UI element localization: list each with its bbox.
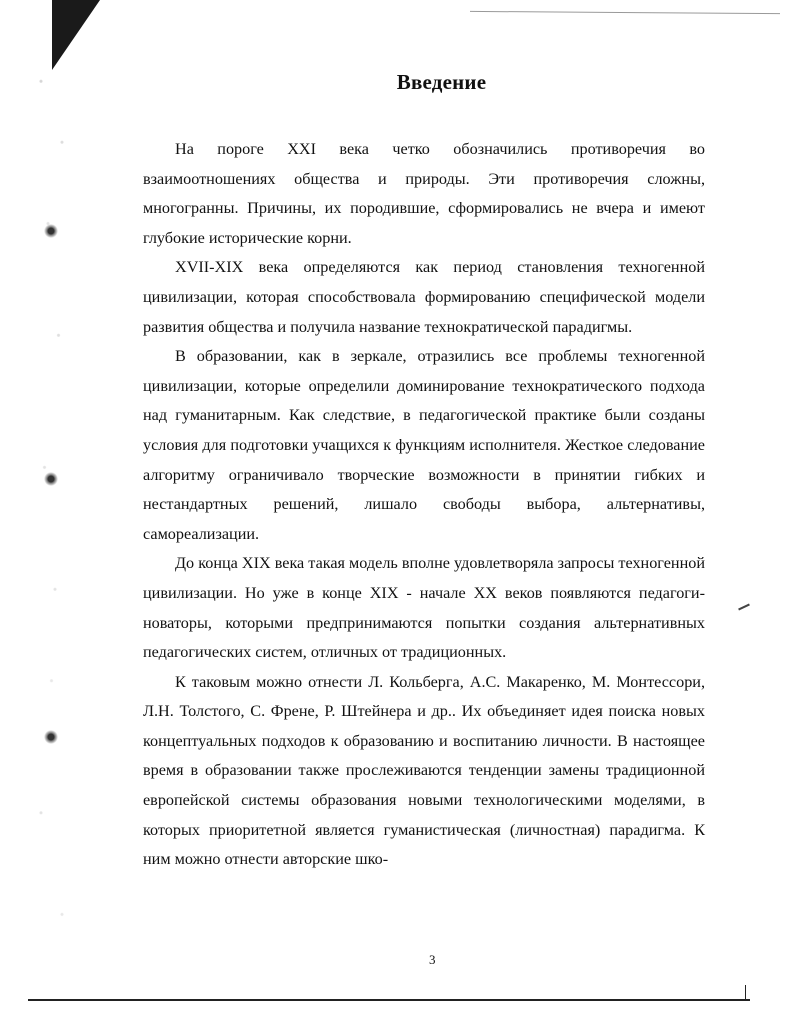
body-text — [143, 135, 705, 875]
page-title: Введение — [396, 70, 487, 94]
paragraph: К таковым можно отнести Л. Кольберга, А.С. Макаренко, М. Монтессори, Л.Н. Толстого, С. Френе, Р. Штейнера и др.. Их объединяет идея поиска новых концептуальных подходов к образованию и воспитанию личности. В настоящее время в образовании также прослеживаются тенденции замены традиционной европейской системы образования новыми технологическими моделями, в которых приоритетной является гуманистическая (личностная) парадигма. К ним можно отнести авторские шко- — [143, 672, 705, 869]
scan-edge-noise — [20, 0, 90, 1016]
scan-bottom-rule — [28, 999, 750, 1001]
paragraph: До конца XIX века такая модель вполне удовлетворяла запросы техногенной цивилизации. Но уже в конце XIX - начале XX веков появляются педагоги-новаторы, которыми предпринимаются попытки создания альтернативных педагогических систем, отличных от традиционных. — [143, 554, 705, 662]
paragraph: В образовании, как в зеркале, отразились все проблемы техногенной цивилизации, которые определили доминирование технократического подхода над гуманитарным. Как следствие, в педагогической практике были созданы условия для подготовки учащихся к функциям исполнителя. Жесткое следование алгоритму ограничивало творческие возможности в принятии гибких и нестандартных решений, лишало свободы выбора, альтернативы, самореализации. — [143, 347, 705, 543]
page-number: 3 — [429, 952, 436, 967]
scan-top-line — [470, 11, 780, 14]
punch-hole-mark — [44, 224, 58, 238]
scan-bottom-tick — [745, 985, 746, 1001]
paragraph: XVII-XIX века определяются как период становления техногенной цивилизации, которая способствовала формированию специфической модели развития общества и получила название технократической парадигмы. — [143, 258, 705, 336]
punch-hole-mark — [44, 472, 58, 486]
paragraph: На пороге XXI века четко обозначились противоречия во взаимоотношениях общества и природы. Эти противоречия сложны, многогранны. Причины, их породившие, сформировались не вчера и имеют глубокие исторические корни. — [143, 140, 705, 247]
margin-pencil-mark — [738, 604, 750, 611]
punch-hole-mark — [44, 730, 58, 744]
